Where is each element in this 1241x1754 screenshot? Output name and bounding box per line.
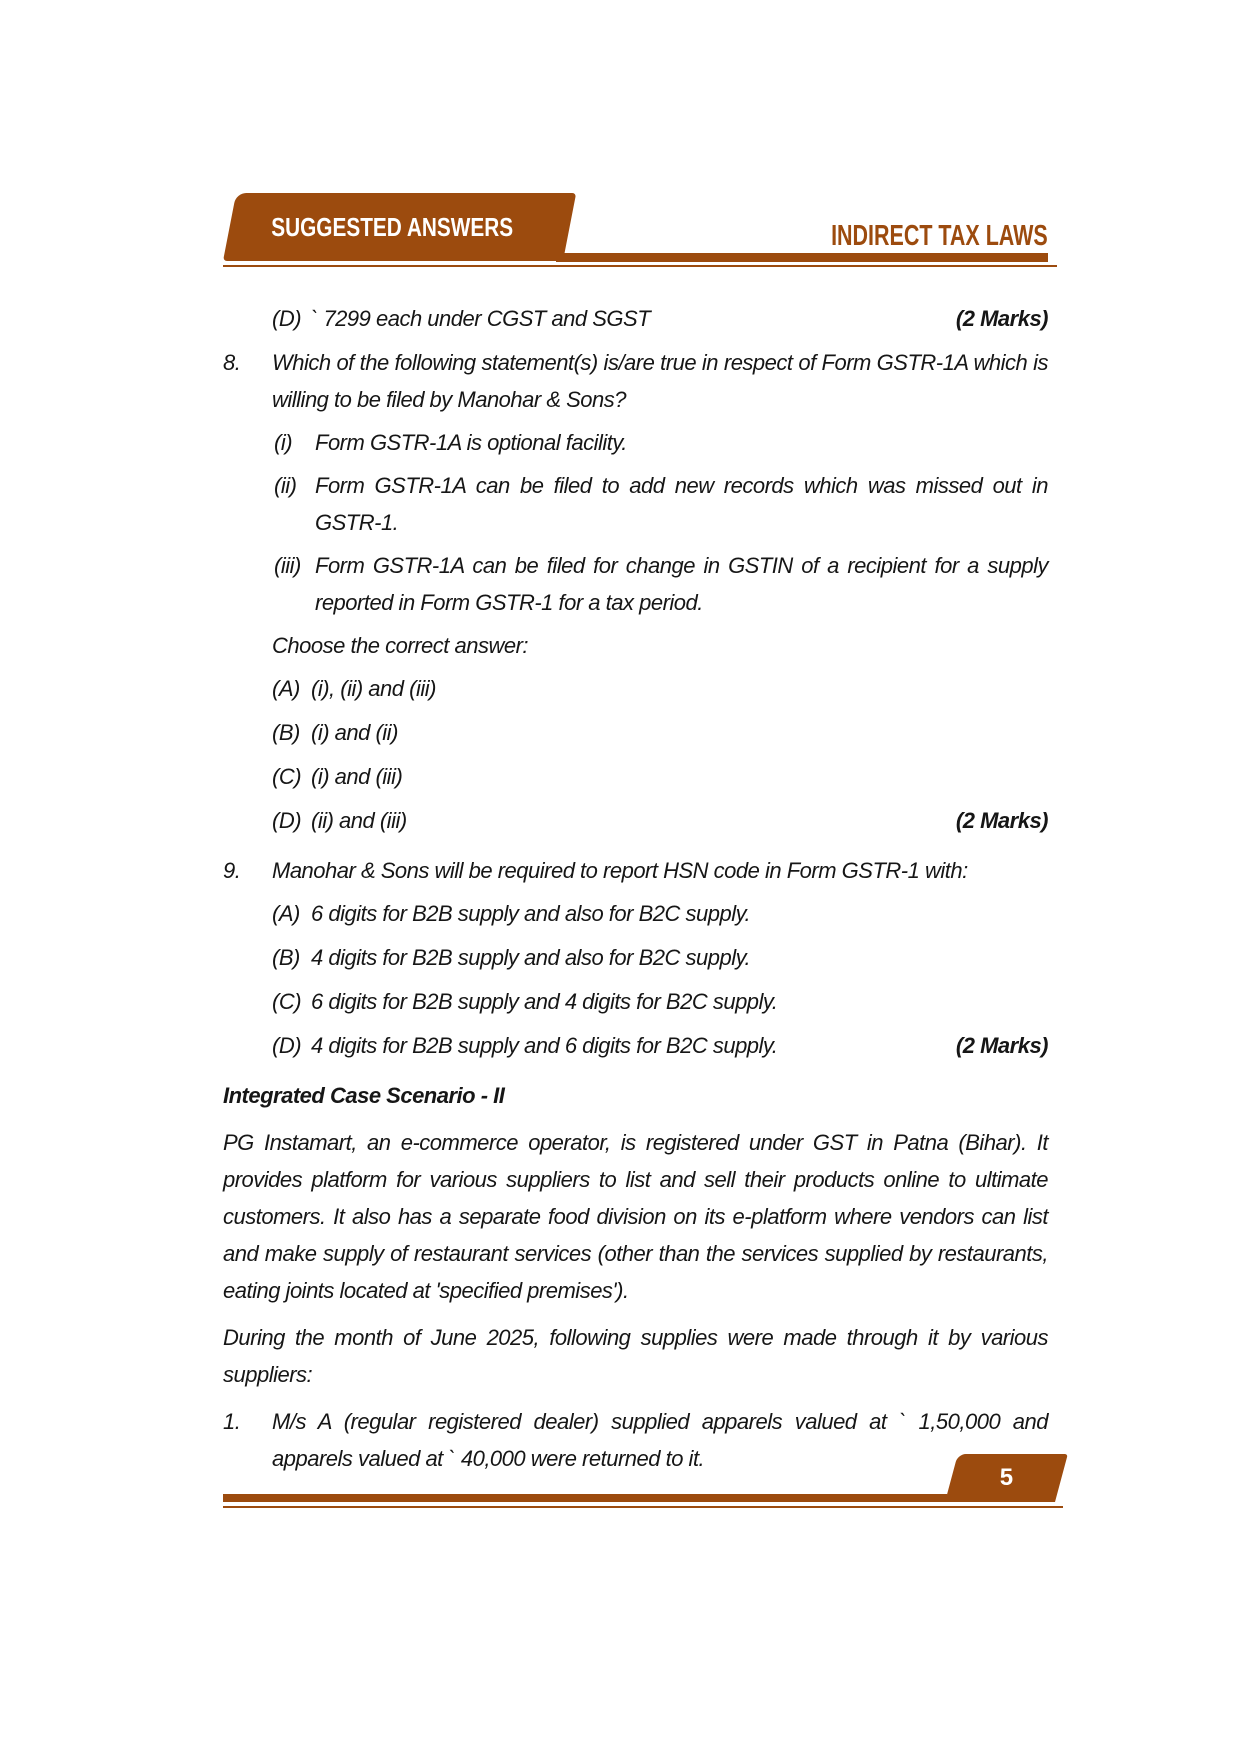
option-text: 6 digits for B2B supply and 4 digits for B2C supply. (311, 989, 778, 1014)
question-block-8 (223, 344, 1048, 846)
scenario-paragraph-1: PG Instamart, an e-commerce operator, is registered under GST in Patna (Bihar). It provides platform for various suppliers to list and sell their products online to ultimate customers. It also has a separate food division on its e-platform where vendors can list and make supply of restaurant services (other than the services supplied by restaurants, eating joints located at 'specified premises'). (223, 1130, 1048, 1303)
supply-item-number: 1. (223, 1409, 241, 1434)
option-text: (i), (ii) and (iii) (311, 676, 436, 701)
option-row (272, 802, 1048, 839)
question-body (272, 852, 1048, 1071)
footer-rule-thick (223, 1494, 947, 1502)
option-text: (i) and (iii) (311, 764, 403, 789)
choose-instruction: Choose the correct answer: (272, 633, 529, 658)
option-label: (C) (272, 764, 302, 789)
page-content (223, 300, 1048, 1483)
option-row (272, 939, 1048, 976)
option-row (272, 895, 1048, 932)
option-text: (i) and (ii) (311, 720, 398, 745)
scenario-heading: Integrated Case Scenario - II (223, 1083, 505, 1108)
statement-text: Form GSTR-1A is optional facility. (315, 430, 627, 455)
question-text: Manohar & Sons will be required to report HSN code in Form GSTR-1 with: (272, 858, 968, 883)
footer-page-box (945, 1454, 1068, 1502)
question-number: 9. (223, 858, 241, 883)
option-label: (D) (272, 1033, 302, 1058)
option-row (272, 758, 1048, 795)
option-label: (D) (272, 306, 302, 331)
statement-text: Form GSTR-1A can be filed to add new records which was missed out in GSTR-1. (315, 473, 1048, 535)
header-rule-thick (556, 253, 1048, 262)
option-label: (B) (272, 720, 300, 745)
option-label: (A) (272, 901, 300, 926)
option-label: (B) (272, 945, 300, 970)
question-body (272, 344, 1048, 846)
option-label: (A) (272, 676, 300, 701)
option-text: 4 digits for B2B supply and 6 digits for B2C supply. (311, 1033, 778, 1058)
footer-rule-thin (223, 1506, 1063, 1508)
option-row (272, 670, 1048, 707)
statement-row (274, 547, 1048, 621)
supply-item-1 (223, 1403, 1048, 1477)
statement-row (274, 424, 1048, 461)
header-banner (223, 193, 576, 261)
option-label: (C) (272, 989, 302, 1014)
header-banner-label: SUGGESTED ANSWERS (271, 212, 514, 242)
option-label: (D) (272, 808, 302, 833)
header-subject-title: INDIRECT TAX LAWS (831, 220, 1048, 252)
statement-row (274, 467, 1048, 541)
option-text: 4 digits for B2B supply and also for B2C supply. (311, 945, 751, 970)
option-text: ` 7299 each under CGST and SGST (311, 306, 651, 331)
header-rule-thin (223, 265, 1057, 267)
question-text: Which of the following statement(s) is/are true in respect of Form GSTR-1A which is willing to be filed by Manohar & Sons? (272, 350, 1048, 412)
marks-label: (2 Marks) (955, 808, 1048, 833)
supply-item-text: M/s A (regular registered dealer) supplied apparels valued at ` 1,50,000 and apparels valued at ` 40,000 were returned to it. (272, 1409, 1048, 1471)
option-row (272, 714, 1048, 751)
marks-label: (2 Marks) (955, 1033, 1048, 1058)
option-text: (ii) and (iii) (311, 808, 407, 833)
statement-label: (iii) (274, 553, 301, 578)
statement-text: Form GSTR-1A can be filed for change in GSTIN of a recipient for a supply reported in Form GSTR-1 for a tax period. (315, 553, 1048, 615)
option-row (272, 300, 1048, 337)
option-row (272, 983, 1048, 1020)
scenario-paragraph-2: During the month of June 2025, following supplies were made through it by various suppliers: (223, 1325, 1048, 1387)
footer-page-number: 5 (999, 1464, 1014, 1491)
question-number: 8. (223, 350, 241, 375)
question-block-9 (223, 852, 1048, 1071)
marks-label: (2 Marks) (955, 306, 1048, 331)
statement-label: (ii) (274, 473, 297, 498)
option-row (272, 1027, 1048, 1064)
option-text: 6 digits for B2B supply and also for B2C supply. (311, 901, 751, 926)
statement-label: (i) (274, 430, 293, 455)
